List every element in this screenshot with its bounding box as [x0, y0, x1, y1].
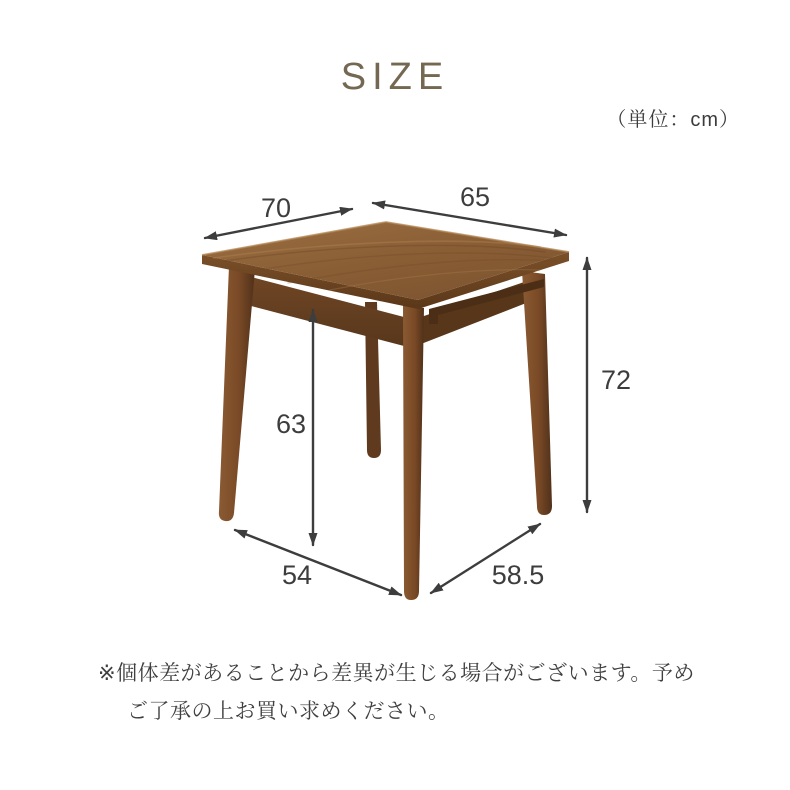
disclaimer-note-line-2: ご了承の上お買い求めください。 [127, 700, 450, 723]
table-leg-left [219, 266, 255, 521]
dimension-label-front-left-leg-span: 54 [281, 560, 313, 590]
dimension-label-table-height: 72 [600, 365, 632, 395]
dimension-front-left-leg-span [235, 530, 401, 595]
dimension-legroom-height [276, 310, 313, 545]
dimension-label-top-width: 65 [459, 182, 491, 212]
table-illustration [202, 222, 569, 600]
table-leg-right [522, 271, 552, 515]
dimension-label-front-right-leg-span: 58.5 [491, 560, 545, 590]
dimension-table-height [587, 258, 631, 512]
page-title: SIZE [340, 56, 450, 98]
unit-label: （単位：cm） [606, 109, 740, 131]
dimension-label-legroom-height: 63 [275, 409, 307, 439]
dimension-arrow-line [235, 530, 401, 595]
table-leg-front [403, 305, 424, 600]
disclaimer-note [98, 655, 738, 731]
disclaimer-note-line-1: ※個体差があることから差異が生じる場合がございます。予め [98, 662, 695, 685]
dimension-label-top-depth: 70 [260, 193, 292, 223]
dimension-front-right-leg-span [431, 524, 544, 593]
